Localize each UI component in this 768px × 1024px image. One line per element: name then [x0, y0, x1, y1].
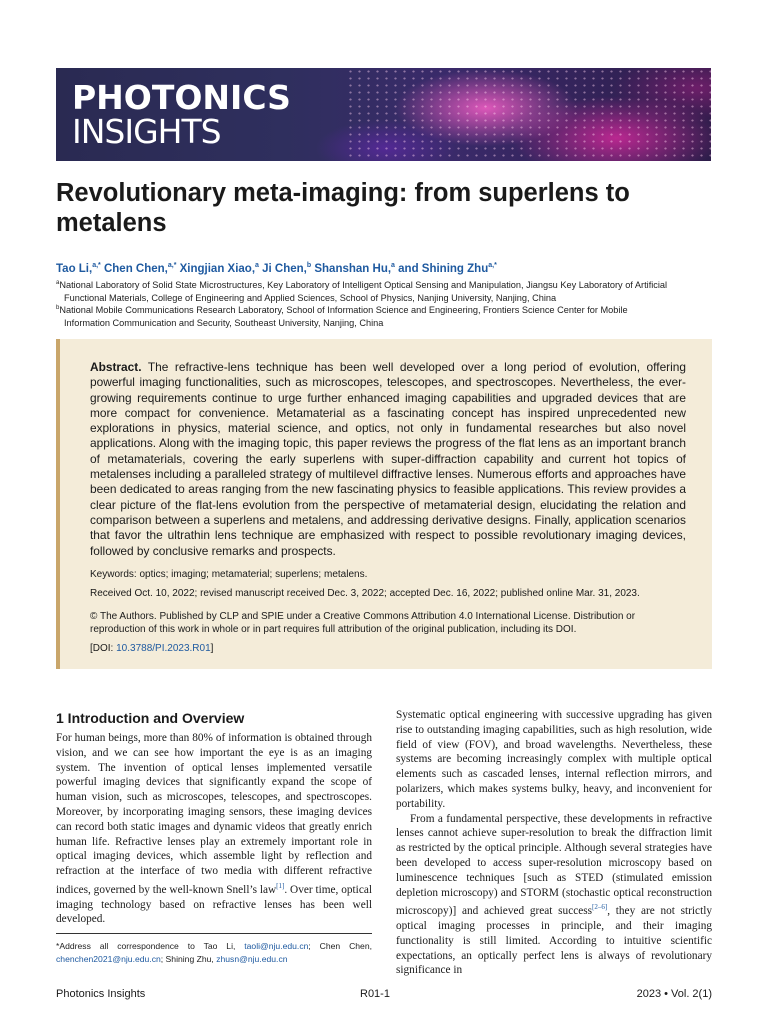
paragraph-text: From a fundamental perspective, these developments in refractive lenses cannot achieve super-resolution to break the diffraction limit as restricted by the optical principle. Although several strategies have been developed to access super-resolution microscopy based on luminescence techniques [such as STED (stimulated emission depletion microscopy) and STORM (stochastic optical reconstruction microscopy)] and achieved great success [396, 812, 712, 918]
footnote-text: ; Shining Zhu, [160, 954, 217, 964]
footnote-text: *Address all correspondence to Tao Li, [56, 941, 245, 951]
paragraph-text: , they are not strictly optical imaging processes in principle, and their imaging functionality is still limited. According to intuitive scientific expectations, an optically perfect lens is always of revolutionary significance in [396, 905, 712, 977]
affiliation-line: National Mobile Communications Research Laboratory, School of Information Science and Engineering, Frontiers Science Center for Mobile [59, 305, 628, 316]
paragraph: Systematic optical engineering with successive upgrading has given rise to outstanding imaging capabilities, such as high resolution, wide field of view (FOV), and broad wavelengths. Nevertheless, these systems are becoming increasingly complex with multiple optical elements such as cascaded lenses, internal reflection mirrors, and polarizers, which makes systems bulky, heavy, and inconvenient for portability. [396, 709, 712, 810]
footer-journal: Photonics Insights [56, 988, 146, 1000]
article-history: Received Oct. 10, 2022; revised manuscript received Dec. 3, 2022; accepted Dec. 16, 2022; published online Mar. 31, 2023. [90, 588, 640, 599]
paragraph-text: . Over time, optical imaging technology based on refractive lenses has been well developed. [56, 883, 372, 926]
correspondence-footnote [56, 940, 372, 966]
author-affiliation-mark: a [391, 262, 395, 269]
citation-link[interactable]: [1] [276, 881, 285, 890]
footnote-rule [56, 933, 372, 934]
author-name[interactable]: and Shining Zhu [398, 262, 489, 275]
right-column [396, 708, 712, 978]
journal-logo-line2: INSIGHTS [72, 112, 221, 151]
paragraph [396, 812, 712, 979]
article-title: Revolutionary meta-imaging: from superlens to metalens [56, 179, 630, 237]
doi-link[interactable]: 10.3788/PI.2023.R01 [116, 643, 211, 654]
affiliation-b [56, 302, 716, 329]
abstract-label: Abstract. [90, 360, 142, 374]
keywords: Keywords: optics; imaging; metamaterial; superlens; metalens. [90, 569, 368, 580]
abstract-text [90, 360, 686, 559]
affiliation-mark: a [56, 280, 60, 286]
journal-logo-line1: PHOTONICS [72, 78, 291, 117]
paragraph [56, 731, 372, 927]
affiliation-mark: b [56, 305, 60, 311]
license-statement: © The Authors. Published by CLP and SPIE under a Creative Commons Attribution 4.0 International License. Distribution or reproduction of this work in whole or in part requires full attribution of the original publication, including its DOI. [90, 611, 636, 635]
footer-volume: 2023 • Vol. 2(1) [636, 988, 712, 1000]
author-name[interactable]: Ji Chen, [262, 262, 307, 275]
journal-logo [72, 78, 291, 151]
author-name[interactable]: Tao Li, [56, 262, 93, 275]
author-name[interactable]: Chen Chen, [103, 262, 168, 275]
left-column [56, 731, 372, 927]
email-link[interactable]: zhusn@nju.edu.cn [216, 954, 288, 964]
doi-suffix: ] [210, 643, 214, 654]
paragraph-text: For human beings, more than 80% of information is obtained through vision, and we can see how important the eye is as an imaging system. The invention of optical lenses implemented versatile powerful imaging devices that significantly expand the scope of human vision, such as microscopes, telescopes, and spectroscopes. Moreover, by incorporating imaging sensors, these imaging devices can record both static images and dynamic videos that greatly enrich human life. Refractive lenses play an extremely important role in optical imaging devices, which assemble light by reflection and refraction at the interface of two media with different refractive indices, governed by the well-known Snell’s law [56, 732, 372, 896]
affiliation-line: National Laboratory of Solid State Microstructures, Key Laboratory of Intelligent Optical Sensing and Manipulation, Jiangsu Key Laboratory of Artificial [59, 280, 668, 291]
footnote-text: ; Chen Chen, [308, 941, 373, 951]
doi-line [90, 642, 686, 655]
abstract-box [56, 339, 712, 669]
citation-link[interactable]: [2–6] [592, 903, 608, 912]
abstract-body: The refractive-lens technique has been well developed over a long period of evolution, offering powerful imaging functionalities, such as microscopes, telescopes, and spectroscopes. Nevertheless, the ever-growing requirements continue to urge further enhanced imaging capabilities and upgraded devices that are more compact for convenience. Metamaterial as a fascinating concept has inspired unprecedented new explorations in physics, material science, and optics, not only in fundamental researches but also novel applications. Along with the imaging topic, this paper reviews the progress of the flat lens as an important branch of metamaterials, covering the early superlens with super-diffraction capability and current hot topics of metalenses including a paralleled strategy of multilevel diffractive lenses. Numerous efforts and approaches have been dedicated to areas ranging from the new fascinating physics to feasible applications. This review provides a clear picture of the flat-lens evolution from the perspective of metamaterial design, elucidating the relation and comparison between a superlens and metalens, and addressing derivative designs. Finally, application scenarios that favor the ultrathin lens technique are emphasized with respect to possible revolutionary imaging devices, followed by conclusive remarks and prospects. [90, 360, 687, 558]
author-affiliation-mark: a [255, 262, 259, 269]
author-name[interactable]: Shanshan Hu, [314, 262, 392, 275]
journal-banner [56, 68, 711, 161]
affiliation-line: Functional Materials, College of Engineering and Applied Sciences, School of Physics, Nanjing University, Nanjing, China [64, 292, 557, 303]
affiliation-a [56, 277, 716, 304]
footer-page-id: R01-1 [360, 988, 390, 1000]
author-affiliation-mark: a,* [92, 262, 101, 269]
author-list [56, 262, 716, 275]
author-affiliation-mark: b [306, 262, 312, 269]
author-affiliation-mark: a,* [167, 262, 177, 269]
doi-prefix: [DOI: [90, 643, 117, 654]
section-heading: 1 Introduction and Overview [56, 710, 245, 726]
email-link[interactable]: taoli@nju.edu.cn [244, 941, 309, 951]
author-affiliation-mark: a,* [488, 262, 497, 269]
affiliation-line: Information Communication and Security, Southeast University, Nanjing, China [64, 317, 384, 328]
banner-artwork [346, 68, 711, 161]
email-link[interactable]: chenchen2021@nju.edu.cn [56, 954, 161, 964]
author-name[interactable]: Xingjian Xiao, [179, 262, 256, 275]
